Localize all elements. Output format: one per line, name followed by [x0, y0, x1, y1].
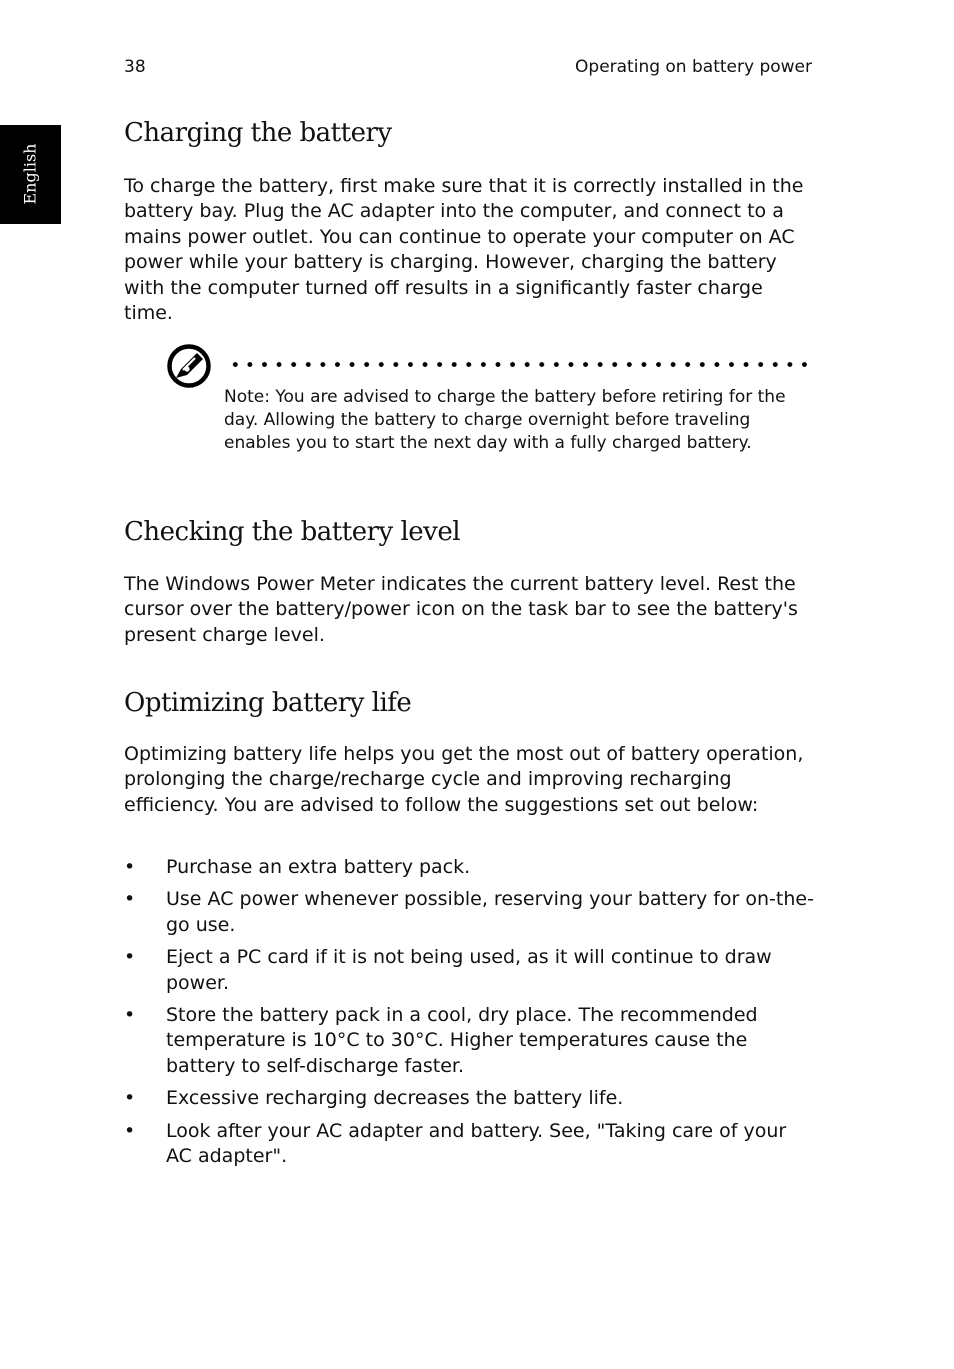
bullet-marker: •: [124, 946, 136, 969]
note-text: [224, 386, 794, 456]
heading-charging-the-battery: Charging the battery: [124, 118, 392, 148]
bullet-marker: •: [124, 1087, 136, 1110]
list-item-text: Store the battery pack in a cool, dry place. The recommended temperature is 10°C to 30°C. Higher temperatures cause the battery to self-discharge faster.: [166, 1004, 758, 1077]
list-item-text: Use AC power whenever possible, reserving your battery for on-the-go use.: [166, 888, 814, 936]
bullet-marker: •: [124, 856, 136, 878]
list-item-text: Excessive recharging decreases the battery life.: [166, 1087, 624, 1110]
paragraph-charging: To charge the battery, first make sure that it is correctly installed in the battery bay. Plug the AC adapter into the computer, and connect to a mains power outlet. You can continue to operate your computer on AC power while your battery is charging. However, charging the battery with the computer turned off results in a significantly faster charge time.: [124, 175, 804, 325]
note-body: : You are advised to charge the battery before retiring for the day. Allowing the battery to charge overnight before traveling enables you to start the next day with a fully charged battery.: [224, 387, 786, 454]
list-item-text: Eject a PC card if it is not being used, as it will continue to draw power.: [166, 946, 772, 994]
list-item: [124, 1086, 814, 1111]
list-item: [124, 1119, 814, 1170]
page-number: 38: [124, 57, 146, 77]
list-item-text: Look after your AC adapter and battery. See, "Taking care of your AC adapter".: [166, 1119, 787, 1168]
language-tab-label: English: [20, 143, 40, 205]
suggestions-list: [124, 855, 814, 1176]
list-item: [124, 855, 814, 880]
running-header: Operating on battery power: [575, 57, 812, 77]
bullet-marker: •: [124, 1119, 136, 1142]
list-item-text: Purchase an extra battery pack.: [166, 856, 471, 878]
note-label: Note: [224, 387, 265, 407]
note-pencil-icon: [166, 343, 212, 389]
list-item: [124, 1003, 814, 1079]
note-dotted-rule: [228, 362, 812, 367]
paragraph-checking: The Windows Power Meter indicates the current battery level. Rest the cursor over the battery/power icon on the task bar to see the battery's present charge level.: [124, 573, 798, 646]
bullet-marker: •: [124, 888, 136, 911]
heading-optimizing-battery-life: Optimizing battery life: [124, 688, 412, 718]
paragraph-optimizing: Optimizing battery life helps you get the most out of battery operation, prolonging the charge/recharge cycle and improving recharging efficiency. You are advised to follow the suggestions set out below:: [124, 743, 804, 816]
bullet-marker: •: [124, 1004, 136, 1027]
list-item: [124, 945, 814, 996]
heading-checking-battery-level: Checking the battery level: [124, 517, 461, 547]
list-item: [124, 887, 814, 938]
